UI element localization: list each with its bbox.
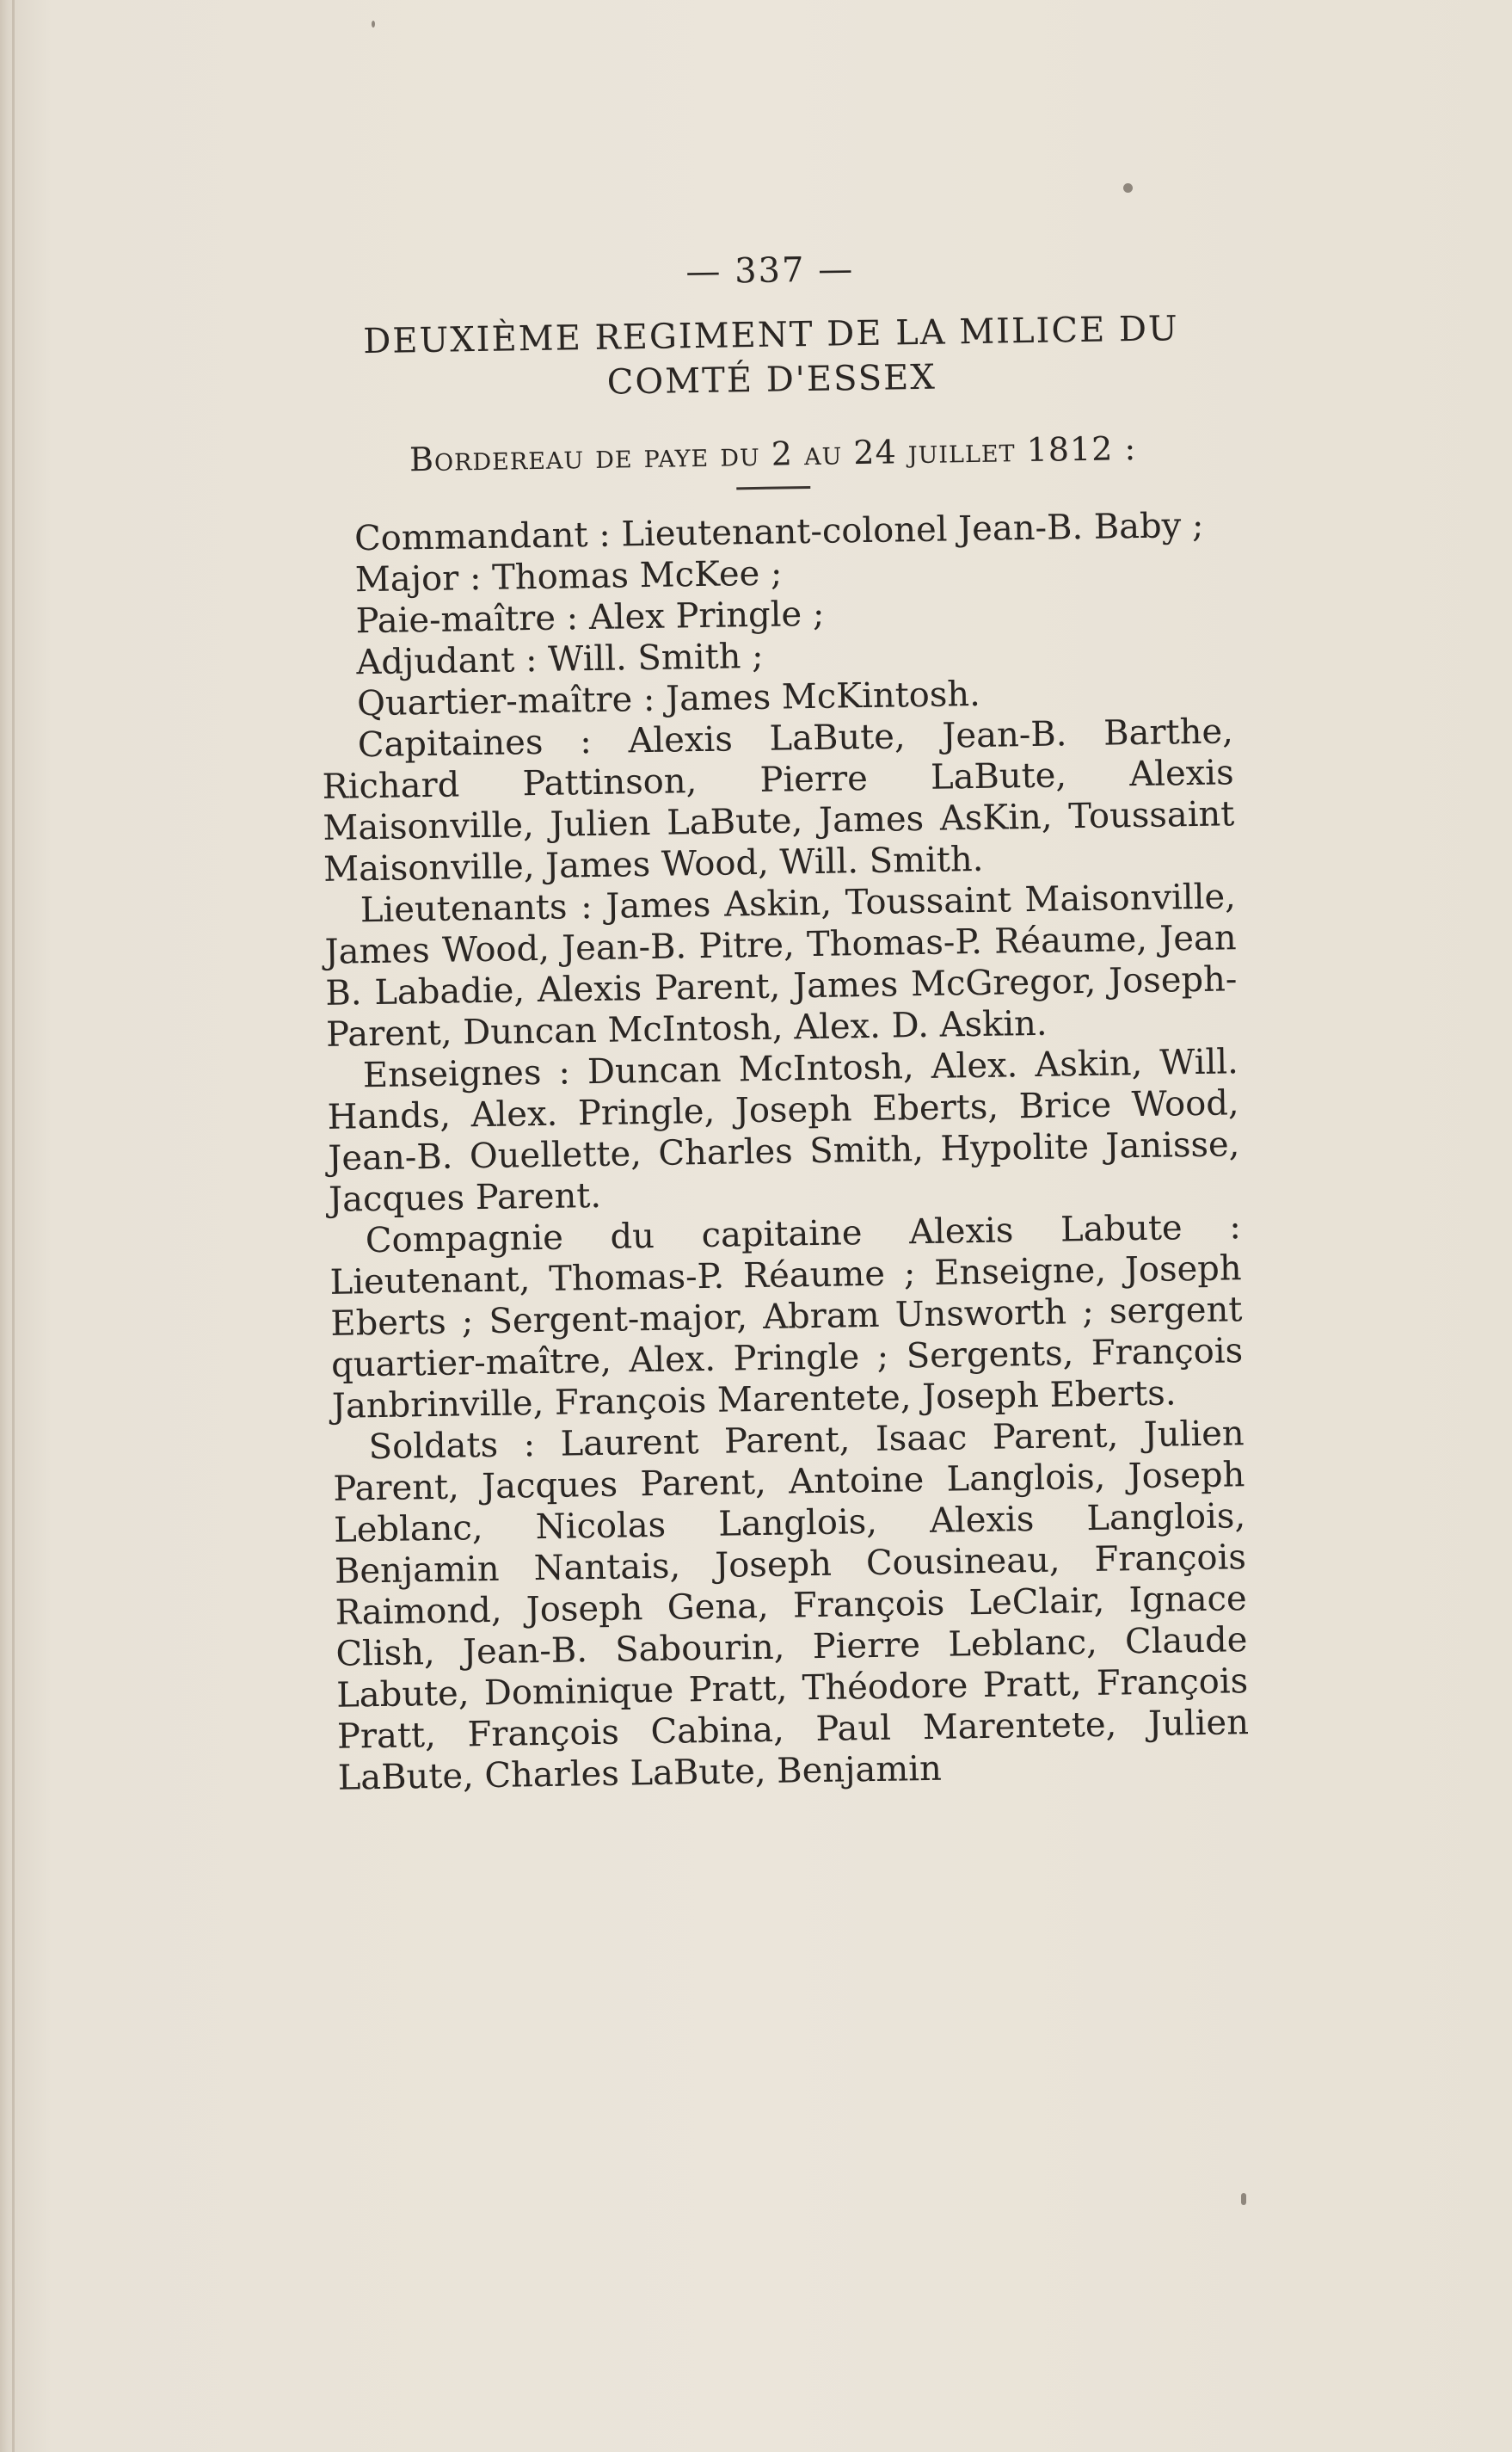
section-subtitle: Bordereau de paye du 2 au 24 juillet 1812 : [409, 429, 1137, 479]
divider-rule [736, 486, 810, 490]
paragraph-company: Compagnie du capitaine Alexis Labute : Lieutenant, Thomas-P. Réaume ; Enseigne, Joseph Eberts ; Sergent-major, Abram Unsworth ; sergent quartier-maître, Alex. Pringle ; Sergents, François Janbrinville, François Marentete, Joseph Eberts. [329, 1207, 1244, 1426]
ink-speck [372, 21, 375, 28]
page-gutter [12, 0, 15, 2452]
paragraph-commandant: Commandant : Lieutenant-colonel Jean-B. Baby ; [353, 505, 1204, 559]
paragraph-paymaster: Paie-maître : Alex Pringle ; [355, 594, 825, 642]
paragraph-adjutant: Adjudant : Will. Smith ; [356, 636, 764, 683]
paragraph-ensigns: Enseignes : Duncan McIntosh, Alex. Askin, Will. Hands, Alex. Pringle, Joseph Eberts, Brice Wood, Jean-B. Ouellette, Charles Smith, Hypolite Janisse, Jacques Parent. [327, 1042, 1240, 1220]
paragraph-major: Major : Thomas McKee ; [354, 553, 783, 601]
page-title-line-1: DEUXIÈME REGIMENT DE LA MILICE DU [362, 309, 1180, 362]
paragraph-soldiers: Soldats : Laurent Parent, Isaac Parent, Julien Parent, Jacques Parent, Antoine Langlois, Joseph Leblanc, Nicolas Langlois, Alexis Langlois, Benjamin Nantais, Joseph Cousineau, François Raimond, Joseph Gena, François LeClair, Ignace Clish, Jean-B. Sabourin, Pierre Leblanc, Claude Labute, Dominique Pratt, Théodore Pratt, François Pratt, François Cabina, Paul Marentete, Julien LaBute, Charles LaBute, Benjamin [333, 1414, 1250, 1798]
ink-speck [1241, 2193, 1246, 2205]
paragraph-lieutenants: Lieutenants : James Askin, Toussaint Maisonville, James Wood, Jean-B. Pitre, Thomas-P. Réaume, Jean B. Labadie, Alexis Parent, James McGregor, Joseph-Parent, Duncan McIntosh, Alex. D. Askin. [324, 877, 1238, 1055]
page-title-line-2: COMTÉ D'ESSEX [606, 357, 937, 403]
paragraph-quartermaster: Quartier-maître : James McKintosh. [356, 674, 981, 724]
ink-speck [1123, 183, 1133, 193]
page-number: — 337 — [685, 250, 855, 293]
paragraph-captains: Capitaines : Alexis LaBute, Jean-B. Barthe, Richard Pattinson, Pierre LaBute, Alexis Maisonville, Julien LaBute, James AsKin, Toussaint Maisonville, James Wood, Will. Smith. [322, 712, 1235, 890]
page-content [314, 243, 1250, 1798]
